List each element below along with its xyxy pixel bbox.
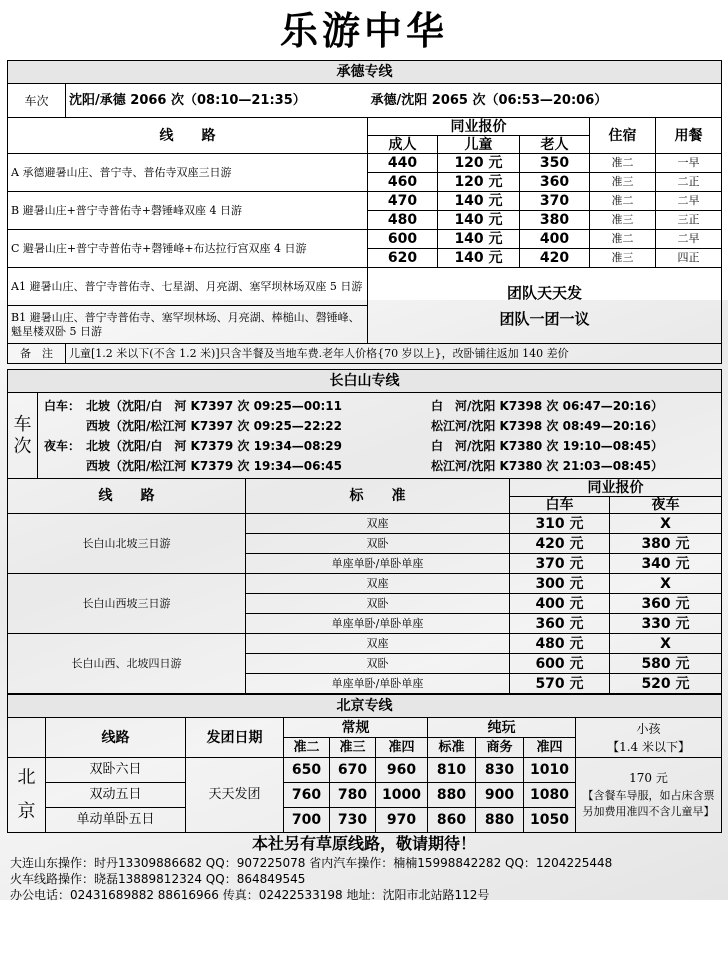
changbai-day-price: 420 元	[510, 534, 610, 554]
chengde-hotel: 准二	[590, 192, 656, 211]
changbai-night-price: 520 元	[610, 674, 722, 694]
changbai-h-std: 标 准	[246, 479, 510, 514]
beijing-h-date: 发团日期	[186, 718, 284, 758]
changbai-route-name: 长白山西、北坡四日游	[8, 634, 246, 694]
changbai-train-label: 车次	[8, 393, 38, 479]
beijing-side-label-1: 北	[17, 767, 36, 788]
changbai-night-price: 580 元	[610, 654, 722, 674]
chengde-table	[7, 60, 722, 364]
chengde-adult-price: 470	[368, 192, 438, 211]
changbai-train-go: 北坡（沈阳/白 河 K7379 次 19:34—08:29	[86, 438, 343, 453]
beijing-child-price: 170 元	[629, 771, 668, 785]
beijing-price: 1000	[376, 783, 428, 808]
beijing-h-child-sub: 【1.4 米以下】	[607, 739, 690, 754]
chengde-section-title: 承德专线	[8, 61, 722, 84]
beijing-price: 1080	[524, 783, 576, 808]
chengde-route-name: A 承德避暑山庄、普宁寺、普佑寺双座三日游	[8, 154, 368, 192]
changbai-train-go: 西坡（沈阳/松江河 K7397 次 09:25—22:22	[86, 418, 343, 433]
changbai-train-tag	[44, 416, 86, 436]
chengde-note: 儿童[1.2 米以下(不含 1.2 米)]只含半餐及当地车费.老年人价格{70 岁以上}，改卧铺往返加 140 差价	[66, 344, 722, 364]
changbai-night-price: 340 元	[610, 554, 722, 574]
chengde-route-name: B 避暑山庄+普宁寺普佑寺+磬锤峰双座 4 日游	[8, 192, 368, 230]
chengde-meal: 一早	[656, 154, 722, 173]
chengde-child-price: 140 元	[438, 249, 520, 268]
chengde-h-senior: 老人	[520, 136, 590, 154]
beijing-h-r3: 准四	[376, 738, 428, 758]
changbai-day-price: 570 元	[510, 674, 610, 694]
changbai-h-night: 夜车	[610, 497, 722, 514]
changbai-train-back: 白 河/沈阳 K7380 次 19:10—08:45）	[431, 438, 664, 453]
changbai-night-price: X	[610, 574, 722, 594]
chengde-meal: 二早	[656, 230, 722, 249]
changbai-train-tag: 夜车：	[44, 438, 81, 453]
chengde-train-go: 沈阳/承德 2066 次（08:10—21:35）	[66, 84, 368, 118]
changbai-day-price: 600 元	[510, 654, 610, 674]
beijing-h-r2: 准三	[330, 738, 376, 758]
beijing-price: 970	[376, 808, 428, 833]
changbai-std: 双卧	[246, 594, 510, 614]
chengde-route-name: C 避暑山庄+普宁寺普佑寺+磬锤峰+布达拉行宫双座 4 日游	[8, 230, 368, 268]
chengde-meal: 三正	[656, 211, 722, 230]
beijing-side-label-2: 京	[17, 801, 36, 822]
changbai-std: 双座	[246, 574, 510, 594]
chengde-meal: 二正	[656, 173, 722, 192]
changbai-night-price: X	[610, 514, 722, 534]
changbai-day-price: 480 元	[510, 634, 610, 654]
chengde-child-price: 140 元	[438, 211, 520, 230]
chengde-senior-price: 360	[520, 173, 590, 192]
beijing-route-name: 双动五日	[46, 783, 186, 808]
chengde-route-a1: A1 避暑山庄、普宁寺普佑寺、七星湖、月亮湖、塞罕坝林场双座 5 日游	[8, 268, 368, 306]
beijing-price: 960	[376, 758, 428, 783]
changbai-h-day: 白车	[510, 497, 610, 514]
changbai-train-back: 松江河/沈阳 K7398 次 08:49—20:16）	[431, 418, 664, 433]
beijing-route-name: 双卧六日	[46, 758, 186, 783]
chengde-h-route: 线 路	[8, 118, 368, 154]
beijing-child-cell	[576, 758, 722, 833]
changbai-section-title: 长白山专线	[8, 370, 722, 393]
chengde-h-price: 同业报价	[368, 118, 590, 136]
beijing-price: 830	[476, 758, 524, 783]
beijing-h-r1: 准二	[284, 738, 330, 758]
footer-contact-1: 大连山东操作：时丹13309886682 QQ：907225078 省内汽车操作：楠楠15998842282 QQ：1204225448	[10, 856, 613, 870]
changbai-train-tag: 白车：	[44, 398, 81, 413]
beijing-price: 1010	[524, 758, 576, 783]
changbai-train-go: 北坡（沈阳/白 河 K7397 次 09:25—00:11	[86, 398, 343, 413]
chengde-adult-price: 480	[368, 211, 438, 230]
beijing-table	[7, 694, 722, 833]
changbai-day-price: 400 元	[510, 594, 610, 614]
beijing-child-note: 【含餐车导服，如占床含票另加费用准四不含儿童早】	[582, 789, 715, 818]
changbai-std: 双座	[246, 634, 510, 654]
changbai-train-row	[44, 416, 715, 436]
footer-slogan: 本社另有草原线路，敬请期待！	[251, 834, 476, 853]
changbai-night-price: X	[610, 634, 722, 654]
chengde-train-label: 车次	[8, 84, 66, 118]
beijing-side-label	[8, 758, 46, 833]
beijing-price: 810	[428, 758, 476, 783]
chengde-note-label: 备 注	[8, 344, 66, 364]
page-title: 乐游中华	[279, 9, 448, 53]
changbai-h-route: 线 路	[8, 479, 246, 514]
beijing-price: 760	[284, 783, 330, 808]
changbai-train-back: 松江河/沈阳 K7380 次 21:03—08:45）	[431, 458, 664, 473]
changbai-day-price: 310 元	[510, 514, 610, 534]
changbai-route-name: 长白山西坡三日游	[8, 574, 246, 634]
chengde-adult-price: 440	[368, 154, 438, 173]
chengde-child-price: 140 元	[438, 192, 520, 211]
chengde-group-daily: 团队天天发	[506, 283, 582, 302]
chengde-child-price: 120 元	[438, 154, 520, 173]
beijing-corner	[8, 718, 46, 758]
beijing-price: 670	[330, 758, 376, 783]
changbai-night-price: 380 元	[610, 534, 722, 554]
beijing-price: 780	[330, 783, 376, 808]
beijing-section-title: 北京专线	[8, 695, 722, 718]
chengde-route-b1: B1 避暑山庄、普宁寺普佑寺、塞罕坝林场、月亮湖、棒槌山、磬锤峰、魁星楼双卧 5 日游	[8, 306, 368, 344]
changbai-std: 双卧	[246, 654, 510, 674]
changbai-std: 单座单卧/单卧单座	[246, 554, 510, 574]
changbai-std: 双卧	[246, 534, 510, 554]
changbai-train-row	[44, 456, 715, 476]
changbai-day-price: 360 元	[510, 614, 610, 634]
beijing-price: 730	[330, 808, 376, 833]
beijing-h-p3: 准四	[524, 738, 576, 758]
changbai-std: 单座单卧/单卧单座	[246, 614, 510, 634]
changbai-route-name: 长白山北坡三日游	[8, 514, 246, 574]
chengde-meal: 二早	[656, 192, 722, 211]
chengde-hotel: 准二	[590, 154, 656, 173]
footer-contact-2: 火车线路操作：晓磊13889812324 QQ：864849545	[10, 872, 306, 886]
chengde-senior-price: 400	[520, 230, 590, 249]
beijing-h-p2: 商务	[476, 738, 524, 758]
chengde-child-price: 140 元	[438, 230, 520, 249]
beijing-h-child-cell	[576, 718, 722, 758]
chengde-hotel: 准二	[590, 230, 656, 249]
changbai-std: 双座	[246, 514, 510, 534]
changbai-trains	[38, 393, 722, 479]
chengde-group-note	[368, 268, 722, 344]
changbai-night-price: 330 元	[610, 614, 722, 634]
footer-contact-3: 办公电话：02431689882 88616966 传真：02422533198 地址：沈阳市北站路112号	[10, 888, 490, 902]
beijing-h-pure: 纯玩	[428, 718, 576, 738]
changbai-train-go: 西坡（沈阳/松江河 K7379 次 19:34—06:45	[86, 458, 343, 473]
beijing-price: 650	[284, 758, 330, 783]
chengde-train-back: 承德/沈阳 2065 次（06:53—20:06）	[368, 84, 722, 118]
chengde-adult-price: 460	[368, 173, 438, 192]
chengde-hotel: 准三	[590, 249, 656, 268]
beijing-h-p1: 标准	[428, 738, 476, 758]
changbai-train-tag	[44, 456, 86, 476]
chengde-hotel: 准三	[590, 173, 656, 192]
chengde-h-hotel: 住宿	[590, 118, 656, 154]
changbai-std: 单座单卧/单卧单座	[246, 674, 510, 694]
chengde-adult-price: 600	[368, 230, 438, 249]
beijing-route-name: 单动单卧五日	[46, 808, 186, 833]
beijing-price: 700	[284, 808, 330, 833]
changbai-day-price: 370 元	[510, 554, 610, 574]
beijing-h-child: 小孩	[636, 721, 661, 736]
changbai-train-back: 白 河/沈阳 K7398 次 06:47—20:16）	[431, 398, 664, 413]
beijing-h-route: 线路	[46, 718, 186, 758]
chengde-hotel: 准三	[590, 211, 656, 230]
beijing-h-regular: 常规	[284, 718, 428, 738]
chengde-adult-price: 620	[368, 249, 438, 268]
chengde-senior-price: 380	[520, 211, 590, 230]
chengde-h-child: 儿童	[438, 136, 520, 154]
changbai-train-row	[44, 396, 715, 416]
changbai-table	[7, 369, 722, 694]
chengde-group-negotiable: 团队一团一议	[499, 309, 590, 328]
footer	[10, 833, 728, 903]
chengde-meal: 四正	[656, 249, 722, 268]
changbai-train-row	[44, 436, 715, 456]
chengde-senior-price: 420	[520, 249, 590, 268]
beijing-price: 900	[476, 783, 524, 808]
beijing-price: 880	[428, 783, 476, 808]
changbai-h-price: 同业报价	[510, 479, 722, 497]
beijing-price: 860	[428, 808, 476, 833]
chengde-senior-price: 350	[520, 154, 590, 173]
changbai-night-price: 360 元	[610, 594, 722, 614]
chengde-child-price: 120 元	[438, 173, 520, 192]
chengde-h-adult: 成人	[368, 136, 438, 154]
changbai-day-price: 300 元	[510, 574, 610, 594]
chengde-h-meal: 用餐	[656, 118, 722, 154]
beijing-date: 天天发团	[186, 758, 284, 833]
chengde-senior-price: 370	[520, 192, 590, 211]
beijing-price: 1050	[524, 808, 576, 833]
beijing-price: 880	[476, 808, 524, 833]
